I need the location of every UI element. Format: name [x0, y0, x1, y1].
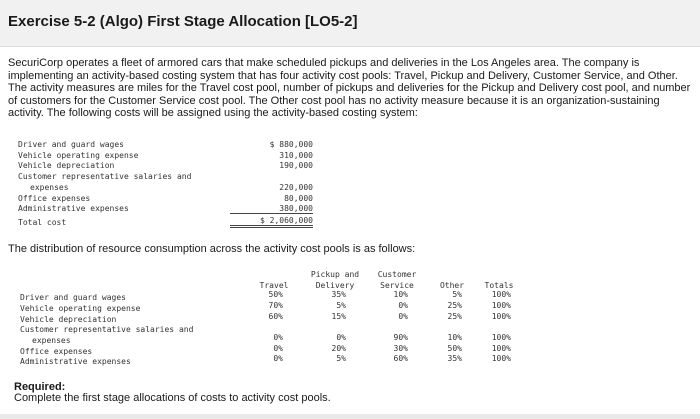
- cost-amount: 220,000: [279, 183, 313, 192]
- dist-row-label: Vehicle operating expense: [20, 304, 141, 313]
- dist-cell: 0%: [273, 344, 283, 353]
- cost-amount: 190,000: [279, 161, 313, 170]
- dist-cell: 35%: [447, 354, 462, 363]
- dist-row-label: Administrative expenses: [20, 357, 131, 366]
- dist-cell: 5%: [336, 301, 346, 310]
- dist-cell: 15%: [331, 312, 346, 321]
- dist-row-label: Vehicle depreciation: [20, 315, 117, 324]
- dist-cell: 100%: [491, 301, 511, 310]
- cost-label: Vehicle depreciation: [18, 161, 115, 170]
- required-heading: Required:: [14, 381, 66, 393]
- dist-cell: 100%: [491, 333, 511, 342]
- cost-label: Vehicle operating expense: [18, 151, 139, 160]
- dist-cell: 20%: [331, 344, 346, 353]
- dist-cell: 0%: [398, 312, 408, 321]
- dist-cell: 10%: [393, 290, 408, 299]
- dist-cell: 100%: [491, 312, 511, 321]
- title-bar: [0, 0, 700, 47]
- dist-cell: 0%: [273, 354, 283, 363]
- dist-cell: 50%: [268, 290, 283, 299]
- dist-cell: 25%: [447, 312, 462, 321]
- dist-cell: 70%: [268, 301, 283, 310]
- cost-label: Office expenses: [18, 194, 91, 203]
- cost-label: Administrative expenses: [18, 204, 129, 213]
- cost-amount: 310,000: [279, 151, 313, 160]
- problem-intro: SecuriCorp operates a fleet of armored cars that make scheduled pickups and deliveries in the Los Angeles area. The company is implementing an activity-based costing system that has four activity cost pools: Travel, Pickup and Delivery, Customer Service, and Other. The activity measures are miles for the Travel cost pool, number of pickups and deliveries for the Pickup and Delivery cost pool, and number of customers for the Customer Service cost pool. The Other cost pool has no activity measure because it is an organization-sustaining activity. The following costs will be assigned using the activity-based costing system:: [8, 57, 691, 120]
- header-pickup-line1: Pickup and: [310, 270, 360, 279]
- dist-row-label: Customer representative salaries and: [20, 325, 194, 334]
- header-pickup-line2: Delivery: [315, 281, 355, 290]
- distribution-intro: The distribution of resource consumption across the activity cost pools is as follows:: [8, 243, 416, 255]
- header-customer-line1: Customer: [377, 270, 417, 279]
- dist-cell: 50%: [447, 344, 462, 353]
- header-travel: Travel: [259, 281, 289, 290]
- dist-cell: 60%: [268, 312, 283, 321]
- dist-cell: 25%: [447, 301, 462, 310]
- dist-cell: 0%: [336, 333, 346, 342]
- dist-cell: 100%: [491, 354, 511, 363]
- dist-cell: 100%: [491, 290, 511, 299]
- cost-amount: $ 880,000: [269, 140, 313, 149]
- cost-label: Customer representative salaries and: [18, 172, 192, 181]
- cost-label-cont: expenses: [30, 183, 69, 192]
- cost-label: Driver and guard wages: [18, 140, 124, 149]
- dist-cell: 10%: [447, 333, 462, 342]
- dist-cell: 30%: [393, 344, 408, 353]
- dist-cell: 5%: [336, 354, 346, 363]
- cost-total-amount: $ 2,060,000: [230, 216, 313, 228]
- dist-cell: 35%: [331, 290, 346, 299]
- dist-cell: 0%: [398, 301, 408, 310]
- cost-total-label: Total cost: [18, 218, 67, 227]
- dist-cell: 90%: [393, 333, 408, 342]
- bottom-divider: [0, 414, 700, 419]
- dist-row-label: Driver and guard wages: [20, 293, 126, 302]
- dist-row-label-cont: expenses: [32, 336, 71, 345]
- header-customer-line2: Service: [380, 281, 414, 290]
- cost-amount: 80,000: [284, 194, 313, 203]
- cost-amount: 380,000: [230, 204, 313, 214]
- dist-cell: 5%: [452, 290, 462, 299]
- dist-cell: 0%: [273, 333, 283, 342]
- header-totals: Totals: [484, 281, 514, 290]
- dist-cell: 100%: [491, 344, 511, 353]
- header-other: Other: [439, 281, 465, 290]
- dist-cell: 60%: [393, 354, 408, 363]
- dist-row-label: Office expenses: [20, 347, 93, 356]
- page-title: Exercise 5-2 (Algo) First Stage Allocation [LO5-2]: [8, 13, 358, 30]
- required-text: Complete the first stage allocations of costs to activity cost pools.: [14, 392, 331, 404]
